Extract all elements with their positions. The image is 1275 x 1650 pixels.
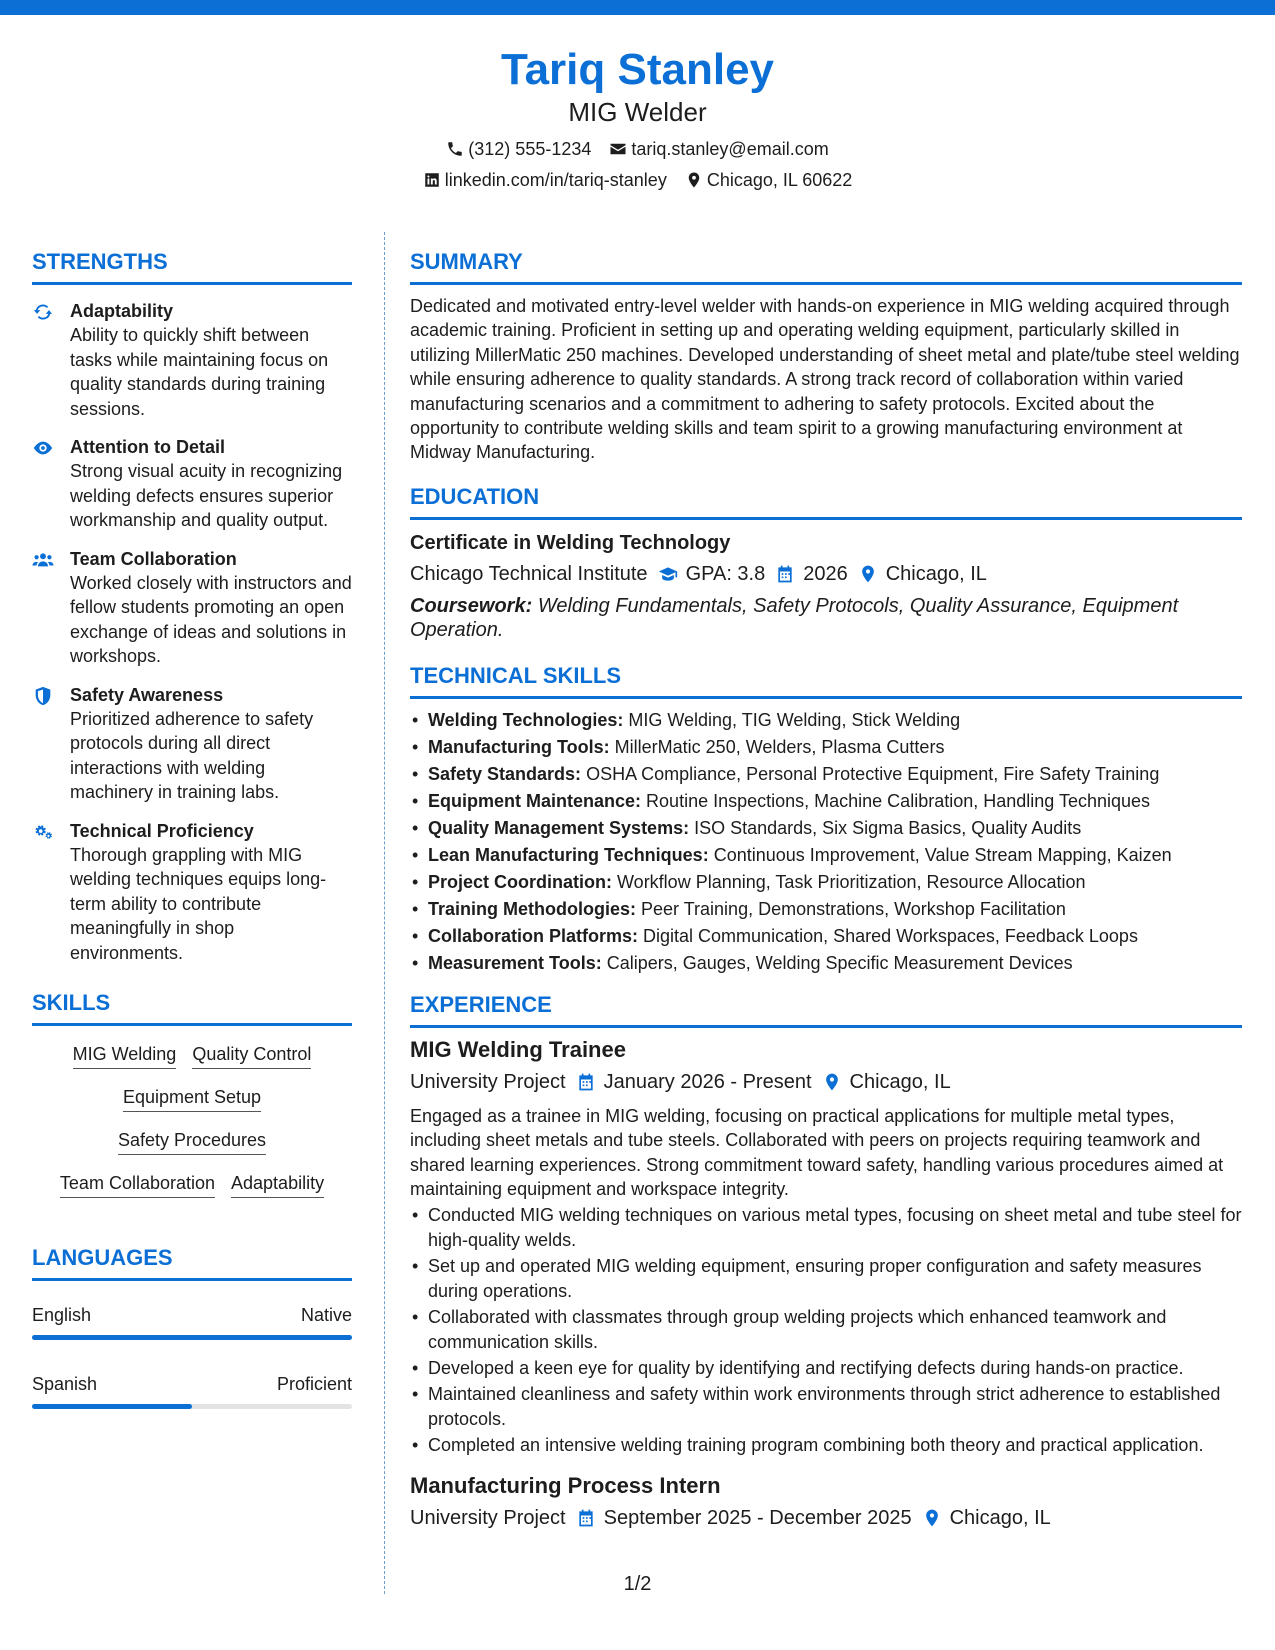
strength-item bbox=[32, 819, 352, 966]
strength-item bbox=[32, 683, 352, 805]
technical-skills-list bbox=[410, 707, 1242, 977]
summary-text: Dedicated and motivated entry-level welder with hands-on experience in MIG welding acquired through academic training. Proficient in setting up and operating welding equipment, particularly skilled in utilizing MillerMatic 250 machines. Developed understanding of sheet metal and plate/tube steel welding while ensuring adherence to quality standards. A strong track record of collaboration within varied manufacturing scenarios and a commitment to adhering to safety protocols. Excited about the opportunity to contribute welding skills and team spirit to a growing manufacturing environment at Midway Manufacturing. bbox=[410, 296, 1240, 463]
skill-label: Welding Technologies: bbox=[428, 709, 624, 730]
strength-title: Technical Proficiency bbox=[70, 820, 254, 841]
list-item bbox=[410, 869, 1242, 896]
list-item bbox=[410, 842, 1242, 869]
skill-tag: MIG Welding bbox=[73, 1042, 177, 1069]
skill-value: Continuous Improvement, Value Stream Mapping, Kaizen bbox=[713, 844, 1172, 865]
gpa-text: GPA: 3.8 bbox=[685, 562, 766, 585]
job-location: Chicago, IL bbox=[849, 1070, 951, 1093]
languages-heading: LANGUAGES bbox=[32, 1244, 352, 1281]
school-name: Chicago Technical Institute bbox=[410, 562, 648, 585]
map-pin-icon bbox=[685, 171, 703, 189]
map-pin-icon bbox=[822, 1072, 842, 1092]
skill-label: Safety Standards: bbox=[428, 763, 582, 784]
language-bar-fill bbox=[32, 1404, 192, 1409]
job-location: Chicago, IL bbox=[949, 1506, 1051, 1529]
job-title: Manufacturing Process Intern bbox=[410, 1472, 721, 1498]
right-column bbox=[410, 248, 1242, 1532]
language-level: Proficient bbox=[276, 1374, 352, 1394]
year-meta bbox=[775, 560, 848, 588]
list-item bbox=[410, 923, 1242, 950]
education-heading: EDUCATION bbox=[410, 483, 1242, 520]
skill-label: Collaboration Platforms: bbox=[428, 925, 639, 946]
technical-skills-heading: TECHNICAL SKILLS bbox=[410, 662, 1242, 699]
list-item: • Collaborated with classmates through group welding projects which enhanced teamwork and communication skills. bbox=[410, 1305, 1242, 1354]
list-item bbox=[410, 950, 1242, 977]
linkedin-text: linkedin.com/in/tariq-stanley bbox=[444, 170, 667, 190]
job-dates: January 2026 - Present bbox=[603, 1070, 812, 1093]
job-location-meta bbox=[922, 1504, 1051, 1532]
skill-value: MIG Welding, TIG Welding, Stick Welding bbox=[628, 709, 961, 730]
list-item bbox=[410, 707, 1242, 734]
skills-heading: SKILLS bbox=[32, 989, 352, 1026]
strength-title: Attention to Detail bbox=[70, 437, 225, 457]
degree-title: Certificate in Welding Technology bbox=[410, 531, 731, 554]
skill-tag: Adaptability bbox=[231, 1171, 324, 1198]
language-bar-fill bbox=[32, 1335, 352, 1340]
linkedin-contact[interactable] bbox=[423, 169, 667, 191]
job-dates: September 2025 - December 2025 bbox=[603, 1506, 912, 1529]
strength-title: Safety Awareness bbox=[70, 684, 224, 705]
shield-icon bbox=[32, 685, 54, 707]
strength-desc: Thorough grappling with MIG welding techniques equips long-term ability to contribute meaningfully in shop environments. bbox=[70, 844, 327, 963]
list-item bbox=[410, 734, 1242, 761]
skill-value: OSHA Compliance, Personal Protective Equipment, Fire Safety Training bbox=[586, 763, 1160, 784]
skill-tag: Safety Procedures bbox=[118, 1128, 266, 1155]
calendar-icon bbox=[576, 1508, 596, 1528]
users-icon bbox=[32, 549, 54, 571]
list-item bbox=[410, 761, 1242, 788]
email-text: tariq.stanley@email.com bbox=[631, 139, 829, 159]
list-item bbox=[410, 896, 1242, 923]
skill-value: Workflow Planning, Task Prioritization, Resource Allocation bbox=[617, 871, 1086, 892]
job-org: University Project bbox=[410, 1506, 566, 1529]
skill-label: Equipment Maintenance: bbox=[428, 790, 642, 811]
calendar-icon bbox=[576, 1072, 596, 1092]
skill-label: Manufacturing Tools: bbox=[428, 736, 610, 757]
language-item bbox=[32, 1303, 352, 1340]
gpa-meta bbox=[658, 560, 766, 588]
list-item: • Maintained cleanliness and safety within work environments through strict adherence to established protocols. bbox=[410, 1382, 1242, 1431]
skill-tag: Team Collaboration bbox=[60, 1171, 215, 1198]
strength-title: Adaptability bbox=[70, 301, 174, 321]
job-org: University Project bbox=[410, 1070, 566, 1093]
strength-desc: Ability to quickly shift between tasks while maintaining focus on quality standards during training sessions. bbox=[70, 325, 329, 419]
language-item bbox=[32, 1372, 352, 1409]
job-title: MIG Welding Trainee bbox=[410, 1036, 626, 1062]
skill-value: Peer Training, Demonstrations, Workshop Facilitation bbox=[641, 898, 1066, 919]
graduation-cap-icon bbox=[658, 564, 678, 584]
language-bar bbox=[32, 1404, 352, 1409]
experience-heading: EXPERIENCE bbox=[410, 991, 1242, 1028]
envelope-icon bbox=[609, 140, 627, 158]
strength-item bbox=[32, 435, 352, 533]
candidate-name: Tariq Stanley bbox=[500, 45, 775, 94]
coursework bbox=[410, 594, 1242, 642]
list-item bbox=[410, 788, 1242, 815]
contact-row-1 bbox=[0, 138, 1275, 160]
map-pin-icon bbox=[858, 564, 878, 584]
top-accent-bar bbox=[0, 0, 1275, 15]
job-location-meta bbox=[822, 1068, 951, 1096]
list-item bbox=[410, 815, 1242, 842]
map-pin-icon bbox=[922, 1508, 942, 1528]
language-level: Native bbox=[300, 1305, 352, 1325]
skill-label: Project Coordination: bbox=[428, 871, 612, 892]
strength-title: Team Collaboration bbox=[70, 548, 237, 569]
email-contact[interactable] bbox=[609, 138, 828, 160]
phone-contact[interactable] bbox=[446, 138, 591, 160]
summary-heading: SUMMARY bbox=[410, 248, 1242, 285]
skill-tag: Quality Control bbox=[192, 1042, 311, 1069]
education-meta bbox=[410, 560, 1242, 588]
location-text: Chicago, IL 60622 bbox=[706, 170, 853, 190]
job-meta bbox=[410, 1068, 1242, 1096]
skill-label: Training Methodologies: bbox=[428, 898, 636, 919]
list-item: • Conducted MIG welding techniques on various metal types, focusing on sheet metal and tube steel for high-quality welds. bbox=[410, 1203, 1242, 1252]
candidate-title: MIG Welder bbox=[568, 97, 707, 127]
job-dates-meta bbox=[576, 1504, 912, 1532]
job-meta bbox=[410, 1504, 1242, 1532]
skill-value: Digital Communication, Shared Workspaces, Feedback Loops bbox=[643, 925, 1138, 946]
column-divider bbox=[384, 232, 385, 1594]
phone-icon bbox=[446, 140, 464, 158]
strength-item bbox=[32, 547, 352, 669]
language-name: English bbox=[32, 1305, 92, 1325]
skill-value: MillerMatic 250, Welders, Plasma Cutters bbox=[614, 736, 945, 757]
location-contact bbox=[685, 169, 852, 191]
coursework-text: Welding Fundamentals, Safety Protocols, Quality Assurance, Equipment Operation. bbox=[410, 594, 1179, 641]
eye-icon bbox=[32, 437, 54, 459]
language-bar bbox=[32, 1335, 352, 1340]
strength-desc: Worked closely with instructors and fellow students promoting an open exchange of ideas and solutions in workshops. bbox=[70, 572, 352, 666]
linkedin-icon bbox=[423, 171, 441, 189]
strength-desc: Prioritized adherence to safety protocols during all direct interactions with welding machinery in training labs. bbox=[70, 708, 314, 802]
job-description: Engaged as a trainee in MIG welding, focusing on practical applications for multiple metal types, including sheet metals and tube steels. Collaborated with peers on projects requiring teamwork and shared learning experiences. Strong commitment toward safety, handling various procedures aimed at maintaining equipment and workspace integrity. bbox=[410, 1105, 1224, 1200]
skill-label: Lean Manufacturing Techniques: bbox=[428, 844, 709, 865]
refresh-icon bbox=[32, 301, 54, 323]
list-item: • Set up and operated MIG welding equipment, ensuring proper configuration and safety measures during operations. bbox=[410, 1254, 1242, 1303]
year-text: 2026 bbox=[803, 562, 848, 585]
skill-label: Quality Management Systems: bbox=[428, 817, 690, 838]
list-item: • Completed an intensive welding training program combining both theory and practical application. bbox=[410, 1433, 1242, 1457]
language-name: Spanish bbox=[32, 1374, 98, 1394]
contact-row-2 bbox=[0, 169, 1275, 191]
strength-item bbox=[32, 299, 352, 421]
skill-value: ISO Standards, Six Sigma Basics, Quality Audits bbox=[694, 817, 1082, 838]
skill-tag: Equipment Setup bbox=[123, 1085, 261, 1112]
edu-location-text: Chicago, IL bbox=[885, 562, 987, 585]
resume-header bbox=[0, 44, 1275, 191]
left-column bbox=[32, 248, 352, 1409]
skills-tags bbox=[32, 1042, 352, 1198]
coursework-label: Coursework: bbox=[410, 594, 533, 617]
job-bullets bbox=[410, 1203, 1242, 1457]
calendar-icon bbox=[775, 564, 795, 584]
skill-value: Calipers, Gauges, Welding Specific Measurement Devices bbox=[606, 952, 1073, 973]
skill-value: Routine Inspections, Machine Calibration, Handling Techniques bbox=[646, 790, 1151, 811]
strengths-heading: STRENGTHS bbox=[32, 248, 352, 285]
job-dates-meta bbox=[576, 1068, 812, 1096]
gears-icon bbox=[32, 821, 54, 843]
strength-desc: Strong visual acuity in recognizing welding defects ensures superior workmanship and quality output. bbox=[70, 461, 343, 530]
phone-text: (312) 555-1234 bbox=[468, 139, 592, 159]
skill-label: Measurement Tools: bbox=[428, 952, 602, 973]
page-number: 1/2 bbox=[623, 1573, 652, 1595]
list-item: • Developed a keen eye for quality by identifying and rectifying defects during hands-on practice. bbox=[410, 1356, 1242, 1380]
edu-location-meta bbox=[858, 560, 987, 588]
